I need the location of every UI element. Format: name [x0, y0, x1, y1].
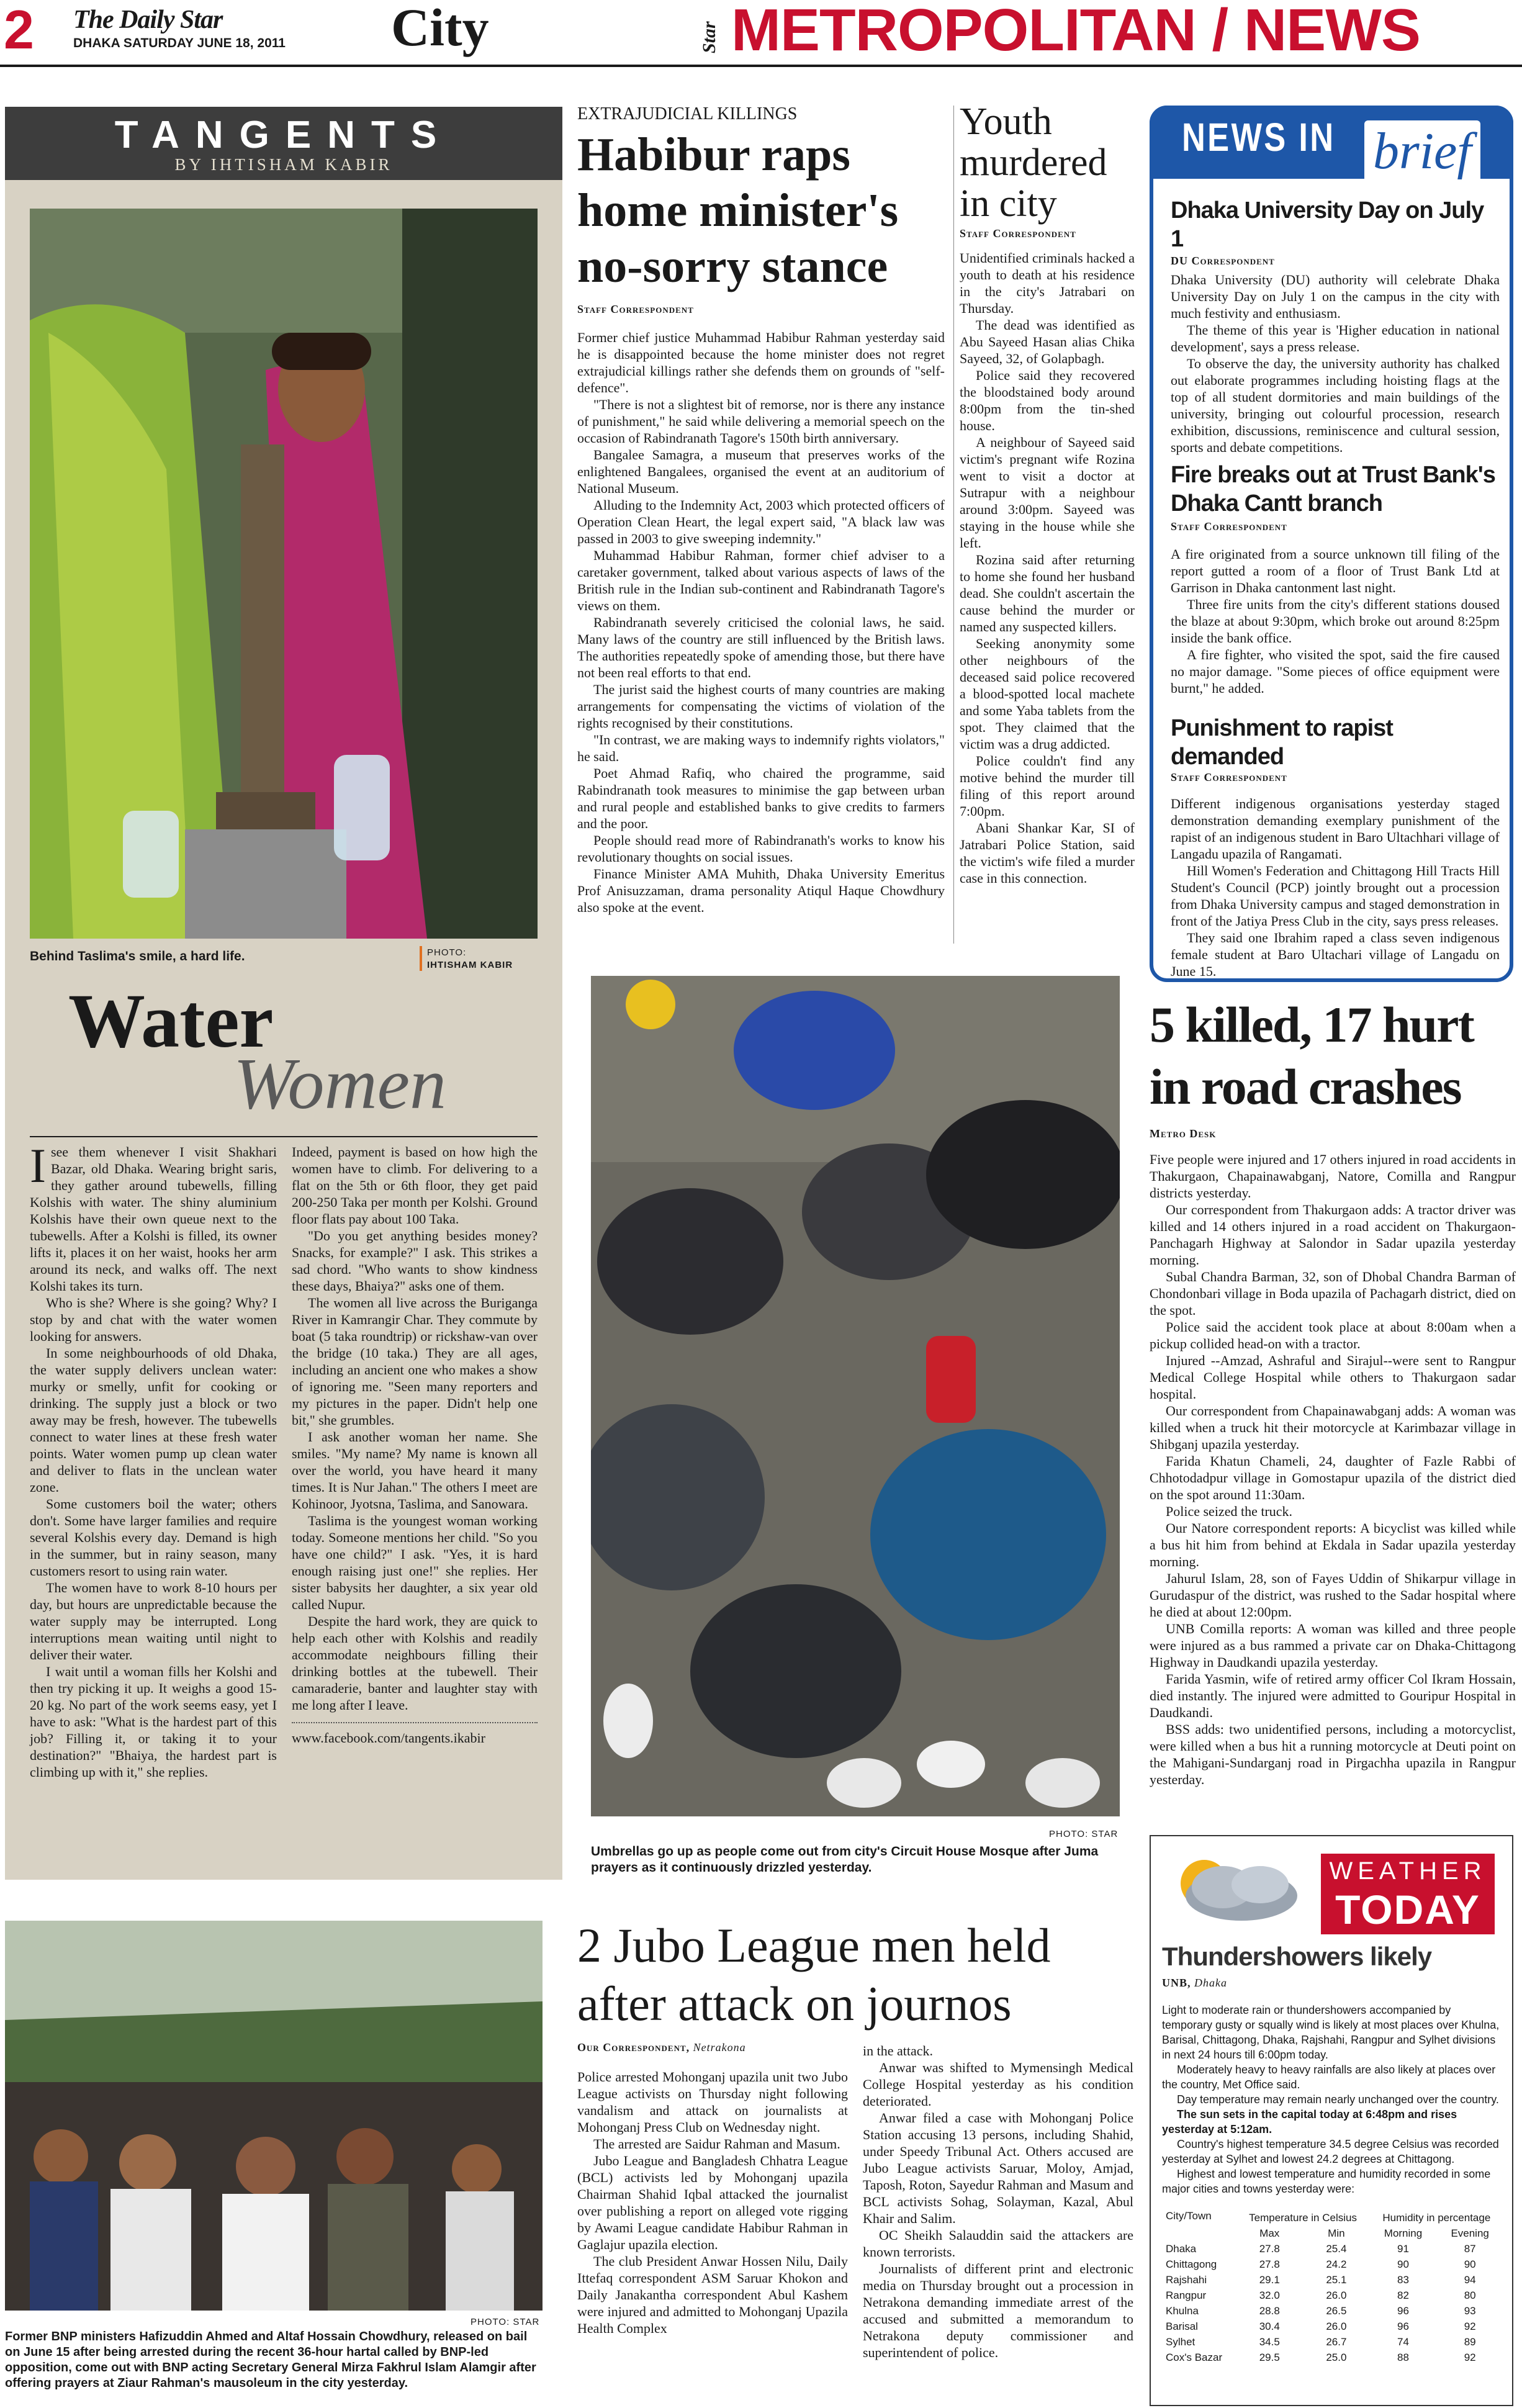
weather-col-header: Max [1259, 2227, 1280, 2239]
jubo-para: Anwar filed a case with Mohonganj Police Station accusing 13 persons, including Shahid, under Speedy Tribunal Act. Others accused are Jubo League activists Saruar, Moloy, Amjad, Taposh, Roton, Sayedur Rahman and Masum and BCL activists Sohag, Solayman, Kazal, Abul Khair and Salim. [863, 2110, 1133, 2226]
habibur-para: Poet Ahmad Rafiq, who chaired the programme, said Rabindranath took measures to minimise the gap between urban and rural people and established banks to give credits to farmers and the poor. [577, 765, 945, 831]
weather-headline: Thundershowers likely [1162, 1942, 1432, 1971]
weather-banner [1321, 1854, 1495, 1934]
weather-cell: 25.0 [1326, 2351, 1347, 2363]
weather-body [1162, 2003, 1503, 2196]
youth-column-rule [953, 106, 954, 944]
bnp-photo [5, 1921, 543, 2311]
section-name: City [391, 0, 489, 57]
weather-table [1162, 2210, 1503, 2365]
weather-row [1162, 2319, 1503, 2334]
weather-cell: 92 [1464, 2351, 1476, 2363]
youth-headline-3: in city [960, 183, 1057, 225]
tangents-para: I wait until a woman fills her Kolshi and then try picking it up. It weighs a good 15-20 kg. No part of the work seems easy, yet I have to ask: "What is the hardest part of this job? Filling it, or taking it to your destination?" "Bhaiya, the hardest part is climbing up with it," she replies. [30, 1664, 277, 1780]
umbrella-caption: Umbrellas go up as people come out from city's Circuit House Mosque after Juma prayers as it continuously drizzled yesterday. [591, 1844, 1099, 1875]
youth-para: Police said they recovered the bloodstained body around 8:00pm from the tin-shed house. [960, 368, 1135, 433]
weather-cell: 29.1 [1259, 2273, 1280, 2286]
weather-row [1162, 2272, 1503, 2288]
weather-byline-place: Dhaka [1194, 1977, 1228, 1989]
tangents-title-line1: Water [68, 978, 274, 1063]
road-para: Our correspondent from Thakurgaon adds: A tractor driver was killed and 14 others injured in a road accident on Thakurgaon-Panchagarh Highway at Salondor in Sadar upazila yesterday morning. [1150, 1202, 1516, 1268]
brief-headline: Fire breaks out at Trust Bank's Dhaka Cantt branch [1171, 462, 1495, 516]
road-para: Jahurul Islam, 28, son of Fayes Uddin of Shikarpur village in Gurudaspur of the district, was rushed to the Sadar hospital where he died at about 12:00pm. [1150, 1571, 1516, 1620]
weather-cell: 25.1 [1326, 2273, 1347, 2286]
youth-byline: Staff Correspondent [960, 227, 1076, 240]
tangents-para: The women have to work 8-10 hours per day, but hours are unpredictable because the water supply may be interrupted. Long interruptions mean waiting until night to deliver their water. [30, 1580, 277, 1662]
youth-para: Seeking anonymity some other neighbours of the deceased said police recovered a blood-spotted local machete and some Yaba tablets from the spot. They claimed that the victim was a drug addicted. [960, 636, 1135, 752]
weather-cell: 82 [1397, 2289, 1409, 2301]
brief-para: A fire originated from a source unknown till filing of the report gutted a room of a floor of Trust Bank Ltd at Garrison in Dhaka cantonment last night. [1171, 546, 1500, 595]
jubo-para: The arrested are Saidur Rahman and Masum. [593, 2136, 840, 2152]
jubo-para: in the attack. [863, 2043, 934, 2059]
jubo-para: Anwar was shifted to Mymensingh Medical College Hospital yesterday as his condition deteriorated. [863, 2060, 1133, 2109]
weather-cell: 83 [1397, 2273, 1409, 2286]
cloud-icon-art [1167, 1852, 1304, 1927]
weather-byline-name: UNB, [1162, 1977, 1191, 1989]
road-headline-1: 5 killed, 17 hurt [1150, 996, 1474, 1053]
weather-row [1162, 2288, 1503, 2303]
weather-cell: 26.0 [1326, 2289, 1347, 2301]
weather-cell-city: Barisal [1166, 2320, 1198, 2332]
habibur-kicker: EXTRAJUDICIAL KILLINGS [577, 104, 798, 124]
road-para: BSS adds: two unidentified persons, including a motorcyclist, were killed when a bus hit a running motorcycle at Deuti point on the Mahigani-Sundarganj road in Pirgachha upazila in Rangpur yesterday. [1150, 1721, 1516, 1787]
weather-para: Country's highest temperature 34.5 degree Celsius was recorded yesterday at Sylhet and lowest 24.2 degrees at Chittagong. [1162, 2138, 1499, 2165]
jubo-para: Police arrested Mohonganj upazila unit two Jubo League activists on Thursday night following vandalism and attack on journalists at Mohonganj Press Club on Wednesday night. [577, 2069, 848, 2135]
weather-cell: 90 [1464, 2258, 1476, 2270]
umbrella-credit: PHOTO: STAR [1049, 1829, 1119, 1839]
weather-cell: 96 [1397, 2304, 1409, 2317]
brief-headline: Dhaka University Day on July 1 [1171, 197, 1484, 252]
jubo-byline [577, 2041, 746, 2054]
weather-byline [1162, 1977, 1227, 1990]
tangents-para: Taslima is the youngest woman working today. Someone mentions her child. "So you have one child?" I ask. "Yes, it is hard enough raising just one!" she replies. Her sister babysits her daughter, a six year old called Nupur. [292, 1513, 538, 1612]
habibur-para: Finance Minister AMA Muhith, Dhaka University Emeritus Prof Anisuzzaman, drama personality Atiqul Haque Chowdhury also spoke at the event. [577, 866, 945, 915]
habibur-para: "There is not a slightest bit of remorse, nor is there any instance of punishment," he said while delivering a memorial speech on the occasion of Rabindranath Tagore's 150th birth anniversary. [577, 397, 945, 446]
weather-cell: 28.8 [1259, 2304, 1280, 2317]
weather-row [1162, 2303, 1503, 2319]
weather-cell: 26.5 [1326, 2304, 1347, 2317]
habibur-para: Alluding to the Indemnity Act, 2003 which protected officers of Operation Clean Heart, the legal expert said, "A black law was passed in 2003 to give sweeping indemnity." [577, 497, 945, 546]
habibur-para: Rabindranath severely criticised the colonial laws, he said. Many laws of the country are still influenced by the British laws. The authorities repeatedly spoke of amending those, but there have not been real efforts to that end. [577, 615, 945, 680]
bnp-caption: Former BNP ministers Hafizuddin Ahmed and Altaf Hossain Chowdhury, released on bail on June 15 after being arrested during the recent 36-hour hartal called by BNP-led opposition, come out with BNP acting Secretary General Mirza Fakhrul Islam Alamgir after offering prayers at Ziaur Rahman's mausoleum in the city yesterday. [5, 2330, 536, 2390]
jubo-para: The club President Anwar Hossen Nilu, Daily Ittefaq correspondent ASM Saruar Khokon and Daily Janakantha correspondent Abul Kashem were injured and admitted to Mohonganj Upazila Health Complex [577, 2253, 848, 2336]
tangents-para: Despite the hard work, they are quick to help each other with Kolshis and readily accommodate neighbours filling their drinking bottles at the tubewell. Their camaraderie, banter and laughter stay with me long after I leave. [292, 1613, 538, 1713]
youth-para: Rozina said after returning to home she found her husband dead. She couldn't ascertain the cause behind the murder or named any suspected killers. [960, 552, 1135, 634]
brief-para: Different indigenous organisations yesterday staged demonstration demanding exemplary punishment of the rapist of an indigenous student in Baro Ultachhari village of Langadu upazila of Rangamati. [1171, 796, 1500, 862]
weather-col-header: Evening [1451, 2227, 1489, 2239]
jubo-headline-2: after attack on journos [577, 1977, 1012, 2031]
brief-headline: Punishment to rapist demanded [1171, 715, 1393, 770]
weather-para: Moderately heavy to heavy rainfalls are also likely at places over the country, Met Office said. [1162, 2063, 1496, 2091]
weather-cell: 30.4 [1259, 2320, 1280, 2332]
tangents-para: The women all live across the Buriganga River in Kamrangir Char. They commute by boat (5 taka roundtrip) or rickshaw-van over the bridge (10 taka.) They are all ages, including an ancient one who makes a show of ignoring me. "Seen many reporters and my pictures in the paper. Didn't help one bit," she grumbles. [292, 1295, 538, 1428]
habibur-para: Muhammad Habibur Rahman, former chief adviser to a caretaker government, talked about various aspects of laws of the British rule in the Indian sub-continent and Rabindranath Tagore's views on them. [577, 548, 945, 613]
youth-para: A neighbour of Sayeed said victim's pregnant wife Rozina went to visit a doctor at Sutrapur with a neighbour around 3:00pm. Sayeed was staying in the house while she left. [960, 435, 1135, 551]
jubo-col2 [863, 2042, 1133, 2361]
tangents-facebook-link[interactable]: www.facebook.com/tangents.ikabir [292, 1730, 485, 1746]
tangents-title-line2: Women [233, 1043, 447, 1124]
weather-para: Light to moderate rain or thundershowers accompanied by temporary gusty or squally wind is likely at most places over Khulna, Barisal, Chittagong, Dhaka, Rajshahi, Rangpur and Sylhet divisions in next 24 hours till 6:00pm today. [1162, 2004, 1500, 2061]
dateline: DHAKA SATURDAY JUNE 18, 2011 [73, 36, 286, 50]
habibur-para: Bangalee Samagra, a museum that preserves works of the enlightened Bangalees, organised the event at an auditorium of National Museum. [577, 447, 945, 496]
weather-col-header: Humidity in percentage [1382, 2211, 1491, 2224]
tangents-col2 [292, 1143, 538, 1746]
umbrella-photo-art [591, 976, 1120, 1816]
youth-para: Abani Shankar Kar, SI of Jatrabari Police Station, said the victim's wife filed a murder case in this connection. [960, 820, 1135, 886]
brief-item-3 [1171, 714, 1500, 980]
tangents-credit-bar [420, 946, 422, 971]
weather-col-header: Morning [1384, 2227, 1423, 2239]
tangents-para: see them whenever I visit Shakhari Bazar, old Dhaka. Wearing bright saris, they gather around tubewells, filling Kolshis with water. The shiny aluminium Kolshis have their own queue next to the tubewells. After a Kolshi is filled, its owner lifts it, places it on her waist, hooks her arm around its neck, and walks off. The next Kolshi takes its turn. [30, 1144, 277, 1294]
umbrella-photo [591, 976, 1120, 1816]
weather-col-header: Min [1328, 2227, 1345, 2239]
jubo-col1 [577, 2068, 848, 2337]
weather-cell: 91 [1397, 2242, 1409, 2255]
weather-cell: 32.0 [1259, 2289, 1280, 2301]
weather-cell: 80 [1464, 2289, 1476, 2301]
tangents-label: TANGENTS [114, 114, 453, 156]
habibur-para: People should read more of Rabindranath's works to know his revolutionary thoughts on social issues. [577, 832, 945, 865]
tangents-credit: IHTISHAM KABIR [427, 960, 513, 970]
brief-label-brief: brief [1364, 120, 1480, 183]
star-mark: Star [699, 21, 719, 53]
weather-cell: 89 [1464, 2335, 1476, 2348]
weather-para: Highest and lowest temperature and humidity recorded in some major cities and towns yesterday were: [1162, 2168, 1491, 2195]
page-number: 2 [4, 0, 34, 60]
brief-byline: DU Correspondent [1171, 255, 1275, 267]
jubo-para: Jubo League and Bangladesh Chhatra League (BCL) activists led by Mohonganj upazila Chairman Shahid Iqbal attacked the journalist over publishing a report on alleged vote rigging by Awami League candidate Habibur Rahman in Gaglajur upazila election. [577, 2153, 848, 2252]
tangents-dropcap: I [30, 1139, 46, 1193]
weather-cell-city: Rangpur [1166, 2289, 1207, 2301]
brief-byline: Staff Correspondent [1171, 771, 1287, 783]
brief-para: Three fire units from the city's different stations doused the blaze at about 9:30pm, which broke out around 8:25pm inside the bank office. [1171, 597, 1500, 646]
bnp-photo-art [5, 1921, 543, 2311]
brief-para: The theme of this year is 'Higher education in national development', says a press release. [1171, 322, 1500, 354]
weather-cell-city: Cox's Bazar [1166, 2351, 1223, 2363]
road-para: Subal Chandra Barman, 32, son of Dhobal Chandra Barman of Chondonbari village in Boda upazila of Pachagarh district, died on the spot. [1150, 1269, 1516, 1318]
weather-cell-city: Chittagong [1166, 2258, 1217, 2270]
weather-cell: 24.2 [1326, 2258, 1347, 2270]
youth-body [960, 250, 1135, 886]
masthead-rule [0, 65, 1522, 67]
weather-col-header: City/Town [1166, 2210, 1212, 2222]
weather-cell: 34.5 [1259, 2335, 1280, 2348]
weather-cell: 26.0 [1326, 2320, 1347, 2332]
road-para: Police seized the truck. [1166, 1504, 1293, 1519]
youth-para: Police couldn't find any motive behind the murder till filing of this report around 7:00pm. [960, 753, 1135, 819]
weather-cell-city: Sylhet [1166, 2335, 1196, 2348]
road-para: Farida Khatun Chameli, 24, daughter of Fazle Rabbi of Chhotodadpur village in Gomostapur upazila of the district died on the spot around 11:30am. [1150, 1453, 1516, 1502]
weather-cell-city: Rajshahi [1166, 2273, 1207, 2286]
road-para: UNB Comilla reports: A woman was killed and three people were injured as a bus rammed a private car on Dhaka-Chittagong Highway in Daudkandi upazila yesterday. [1150, 1621, 1516, 1670]
brief-para: A fire fighter, who visited the spot, said the fire caused no major damage. "Some pieces of office equipment were burnt," he added. [1171, 647, 1500, 696]
road-para: Our correspondent from Chapainawabganj adds: A woman was killed when a truck hit their motorcycle at Karimbazar village in Shibganj upazila yesterday. [1150, 1403, 1516, 1452]
weather-row [1162, 2334, 1503, 2350]
weather-cell: 27.8 [1259, 2242, 1280, 2255]
tangents-para: "Do you get anything besides money? Snacks, for example?" I ask. This strikes a sad chord. "Who wants to show kindness these days, Bhaiya?" asks one of them. [292, 1228, 538, 1294]
road-para: Police said the accident took place at about 8:00am when a pickup collided head-on with a tractor. [1150, 1319, 1516, 1351]
road-byline: Metro Desk [1150, 1127, 1217, 1140]
habibur-body [577, 329, 945, 916]
tangents-para: Indeed, payment is based on how high the women have to climb. For delivering to a flat on the 5th or 6th floor, they get paid 200-250 Taka per month per Kolshi. Ground floor flats pay about 100 Taka. [292, 1144, 538, 1227]
tubewell-photo-art [30, 209, 538, 939]
cloud-icon [1167, 1852, 1304, 1927]
brief-para: To observe the day, the university authority has chalked out elaborate programmes including hoisting flags at the top of all student dormitories and main buildings of the university, bringing out colourful procession, research exhibition, discussions, reminiscence and cultural session, sports and debate competitions. [1171, 356, 1500, 455]
weather-cell: 88 [1397, 2351, 1409, 2363]
title-rule [30, 1136, 538, 1137]
tangents-col1 [30, 1139, 277, 1780]
weather-row [1162, 2257, 1503, 2272]
weather-cell: 94 [1464, 2273, 1476, 2286]
brief-item-1 [1171, 196, 1500, 456]
tangents-para: Who is she? Where is she going? Why? I stop by and chat with the water women looking for answers. [30, 1295, 277, 1344]
today-label: TODAY [1335, 1887, 1480, 1932]
weather-row [1162, 2241, 1503, 2257]
jubo-byline-place: Netrakona [693, 2041, 746, 2054]
road-para: Five people were injured and 17 others injured in road accidents in Thakurgaon, Chapainawabganj, Natore, Comilla and Rangpur districts yesterday. [1150, 1152, 1516, 1201]
weather-col-header: Temperature in Celsius [1249, 2211, 1357, 2224]
weather-cell: 27.8 [1259, 2258, 1280, 2270]
brief-label-news-in: NEWS IN [1182, 115, 1336, 160]
jubo-para: OC Sheikh Salauddin said the attackers are known terrorists. [863, 2227, 1133, 2260]
jubo-byline-name: Our Correspondent, [577, 2041, 690, 2054]
weather-cell: 92 [1464, 2320, 1476, 2332]
weather-cell-city: Khulna [1166, 2304, 1199, 2317]
weather-cell: 90 [1397, 2258, 1409, 2270]
tangents-para: In some neighbourhoods of old Dhaka, the water supply delivers unclean water: murky or smelly, unfit for cooking or drinking. The supply just a block or two away may be fresh, however. The tubewells connect to water lines at these fresh water points. Water women pump up clean water and deliver to flats in the unclean water zone. [30, 1345, 277, 1495]
weather-cell: 74 [1397, 2335, 1409, 2348]
road-para: Injured --Amzad, Ashraful and Sirajul--were sent to Rangpur Medical College Hospital while others to Thakurgaon sadar hospital. [1150, 1353, 1516, 1402]
road-headline-2: in road crashes [1150, 1058, 1461, 1115]
habibur-para: The jurist said the highest courts of many countries are making arrangements for compensating the victims of violation of the rights recognised by their constitutions. [577, 682, 945, 731]
weather-row [1162, 2350, 1503, 2365]
jubo-para: Journalists of different print and electronic media on Thursday brought out a procession in Netrakona demanding immediate arrest of the accused and submitted a memorandum to Netrakona deputy commissioner and superintendent of police. [863, 2261, 1133, 2360]
youth-para: Unidentified criminals hacked a youth to death at his residence in the city's Jatrabari on Thursday. [960, 250, 1135, 316]
tangents-divider [292, 1722, 538, 1723]
weather-cell: 25.4 [1326, 2242, 1347, 2255]
tangents-credit-label: PHOTO: [427, 947, 467, 958]
youth-headline-1: Youth [960, 101, 1052, 143]
habibur-byline: Staff Correspondent [577, 303, 694, 315]
tangents-para: I ask another woman her name. She smiles. "My name? My name is known all over the world, you have heard it many times. It is Nur Jahan." The others I meet are Kohinoor, Jyotsna, Taslima, and Sanowara. [292, 1429, 538, 1512]
section-banner: METROPOLITAN / NEWS [731, 0, 1420, 63]
brief-para: They said one Ibrahim raped a class seven indigenous female student at Baro Ultachari village of Langadu on June 15. [1171, 930, 1500, 979]
habibur-para: "In contrast, we are making ways to indemnify rights violators," he said. [577, 732, 945, 764]
weather-cell: 29.5 [1259, 2351, 1280, 2363]
road-para: Our Natore correspondent reports: A bicyclist was killed while a bus hit him from behind at Ekdala in Sadar upazila yesterday morning. [1150, 1520, 1516, 1569]
tubewell-caption: Behind Taslima's smile, a hard life. [30, 949, 245, 963]
weather-para: Day temperature may remain nearly unchanged over the country. [1177, 2093, 1499, 2106]
habibur-headline: Habibur raps home minister's no-sorry stance [577, 129, 899, 292]
brief-byline: Staff Correspondent [1171, 520, 1287, 533]
weather-cell: 26.7 [1326, 2335, 1347, 2348]
tangents-para: Some customers boil the water; others don't. Some have larger families and require several Kolshis every day. Demand is high in the summer, but in rainy season, many customers resort to using rain water. [30, 1496, 277, 1579]
road-body [1150, 1151, 1516, 1788]
weather-sun-times: The sun sets in the capital today at 6:48pm and rises yesterday at 5:12am. [1162, 2108, 1457, 2135]
tangents-banner [5, 107, 562, 180]
weather-cell: 96 [1397, 2320, 1409, 2332]
tubewell-photo [30, 209, 538, 939]
bnp-credit: PHOTO: STAR [471, 2317, 540, 2327]
paper-name: The Daily Star [73, 6, 223, 34]
road-para: Farida Yasmin, wife of retired army officer Col Ikram Hossain, died instantly. The injured were admitted to Gouripur Hospital in Daudkandi. [1150, 1671, 1516, 1720]
tangents-byline: BY IHTISHAM KABIR [174, 155, 393, 174]
brief-para: Hill Women's Federation and Chittagong Hill Tracts Hill Student's Council (PCP) jointly brought out a procession from Dhaka University campus and staged demonstration in front of the Jatiya Press Club in the city, says press releases. [1171, 863, 1500, 929]
youth-headline-2: murdered [960, 142, 1107, 184]
weather-cell-city: Dhaka [1166, 2242, 1197, 2255]
brief-item-2 [1171, 461, 1500, 697]
weather-cell: 87 [1464, 2242, 1476, 2255]
youth-para: The dead was identified as Abu Sayeed Hasan alias Chika Sayeed, 32, of Golapbagh. [960, 317, 1135, 366]
brief-banner [1150, 106, 1513, 179]
habibur-para: Former chief justice Muhammad Habibur Rahman yesterday said he is disappointed because the home minister does not regret extrajudicial killings rather she defends them on grounds of "self-defence". [577, 330, 945, 395]
brief-para: Dhaka University (DU) authority will celebrate Dhaka University Day on July 1 on the campus in the city with much festivity and enthusiasm. [1171, 272, 1500, 321]
weather-table-wrap [1162, 2210, 1503, 2365]
jubo-headline-1: 2 Jubo League men held [577, 1918, 1051, 1972]
weather-cell: 93 [1464, 2304, 1476, 2317]
weather-label: WEATHER [1329, 1857, 1487, 1885]
